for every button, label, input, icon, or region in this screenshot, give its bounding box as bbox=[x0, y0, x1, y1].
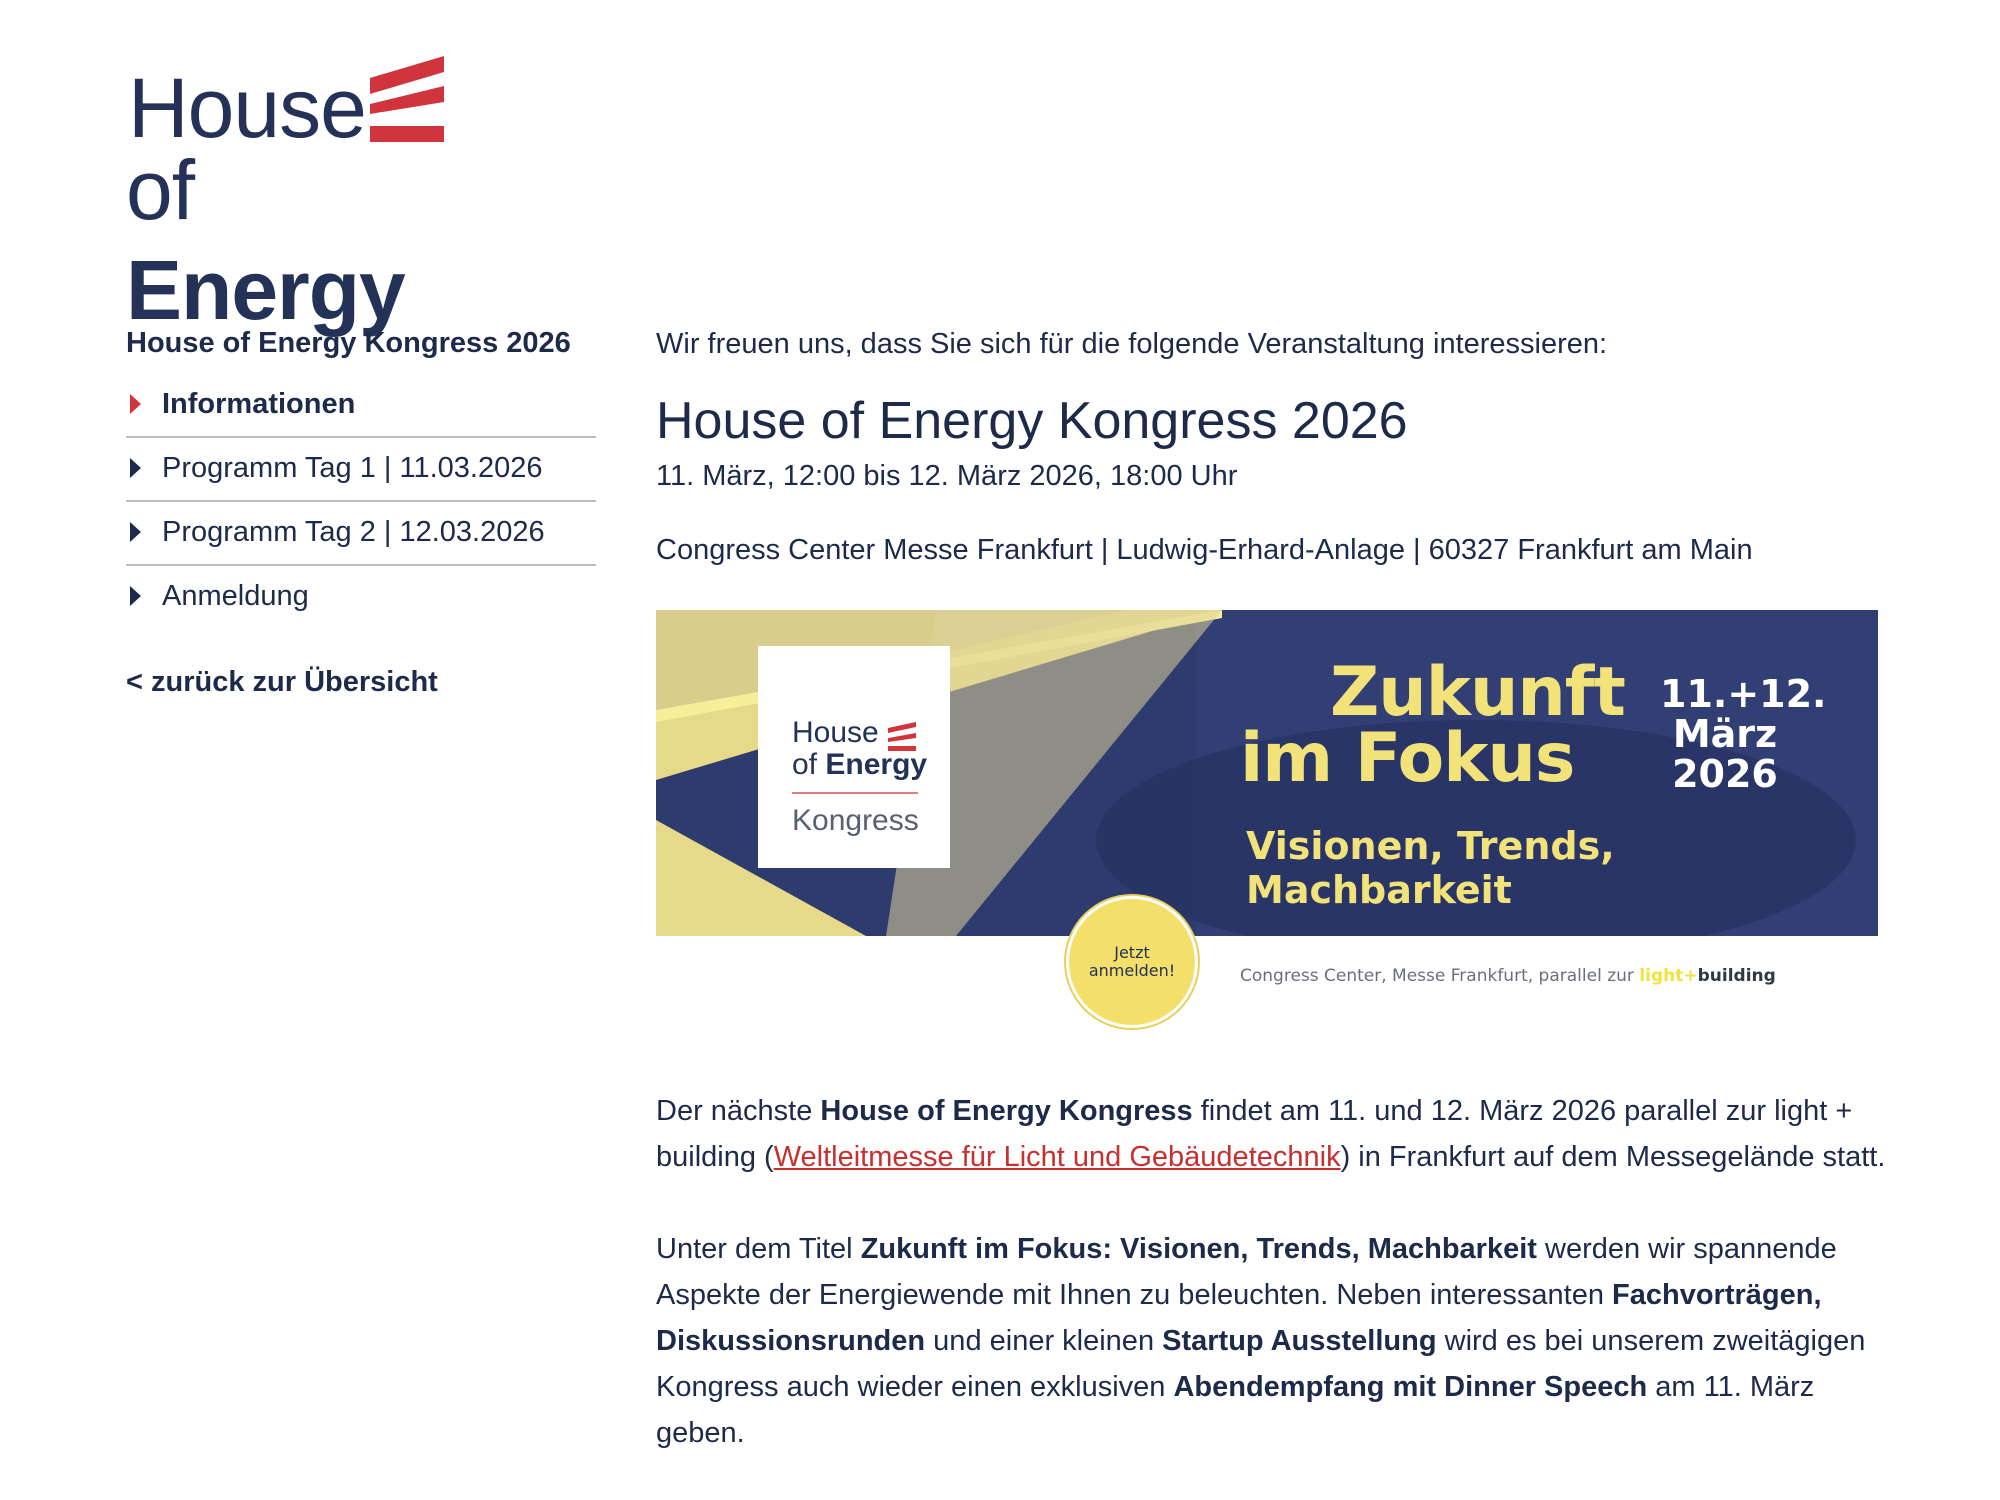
para1-bold-1: House of Energy Kongress bbox=[820, 1095, 1193, 1127]
para2-text-1: Unter dem Titel bbox=[656, 1233, 861, 1265]
logo-energy: Energy bbox=[126, 243, 405, 337]
logo-line-house: House bbox=[128, 61, 366, 155]
banner-date-month: März bbox=[1672, 712, 1778, 756]
banner-card-kongress: Kongress bbox=[792, 804, 919, 837]
back-to-overview-link[interactable]: < zurück zur Übersicht bbox=[126, 666, 438, 698]
paragraph-details bbox=[656, 1226, 1896, 1456]
house-of-energy-logo[interactable] bbox=[126, 52, 486, 337]
banner-subline: Visionen, Trends, Machbarkeit bbox=[1246, 824, 1615, 912]
paragraph-intro bbox=[656, 1088, 1896, 1180]
main-content bbox=[656, 324, 1896, 1456]
para1-text-3: ) in Frankfurt auf dem Messegelände statt. bbox=[1340, 1141, 1886, 1173]
logo-of: of bbox=[126, 143, 195, 237]
para2-text-4: wird es bei unserem zweitägigen Kongress auch wieder einen exklusiven bbox=[656, 1325, 1866, 1403]
logo-line-energy bbox=[126, 140, 486, 340]
banner-date-year: 2026 bbox=[1672, 752, 1778, 796]
para1-text-2: findet am 11. und 12. März 2026 parallel zur light + building ( bbox=[656, 1095, 1853, 1173]
para2-bold-3: Startup Ausstellung bbox=[1162, 1325, 1437, 1357]
banner-card-of: of bbox=[792, 748, 818, 781]
banner-footer-plus: + bbox=[1683, 966, 1698, 986]
para2-bold-1: Zukunft im Fokus: Visionen, Trends, Machbarkeit bbox=[860, 1233, 1537, 1265]
sidebar-item-anmeldung[interactable] bbox=[126, 566, 596, 628]
logo-bars-icon bbox=[370, 56, 492, 146]
caret-right-icon bbox=[130, 586, 141, 606]
event-banner[interactable] bbox=[656, 610, 1878, 1010]
caret-right-icon bbox=[130, 522, 141, 542]
para2-text-5: am 11. März geben. bbox=[656, 1371, 1815, 1449]
sidebar-item-label: Programm Tag 2 | 12.03.2026 bbox=[162, 516, 545, 548]
event-venue: Congress Center Messe Frankfurt | Ludwig-Erhard-Anlage | 60327 Frankfurt am Main bbox=[656, 534, 1753, 566]
banner-card-energy bbox=[792, 750, 927, 780]
para2-bold-2: Fachvorträgen, Diskussionsrunden bbox=[656, 1279, 1822, 1357]
banner-date bbox=[1660, 672, 1827, 796]
para2-text-3: und einer kleinen bbox=[925, 1325, 1163, 1357]
caret-right-icon bbox=[130, 394, 141, 414]
banner-logo-card bbox=[758, 646, 950, 868]
banner-date-days: 11.+12. bbox=[1660, 672, 1827, 716]
sidebar-item-label: Informationen bbox=[162, 388, 356, 420]
banner-footer-building: building bbox=[1697, 966, 1776, 986]
sidebar-item-informationen[interactable] bbox=[126, 374, 596, 438]
sidebar-menu bbox=[126, 374, 596, 628]
weltleitmesse-link[interactable]: Weltleitmesse für Licht und Gebäudetechnik bbox=[773, 1141, 1341, 1173]
banner-headline-zukunft: Zukunft bbox=[1330, 653, 1625, 732]
page-title: House of Energy Kongress 2026 bbox=[656, 392, 1408, 450]
banner-footer bbox=[1240, 966, 1776, 986]
para2-bold-4: Abendempfang mit Dinner Speech bbox=[1173, 1371, 1648, 1403]
sidebar bbox=[126, 318, 596, 699]
event-date: 11. März, 12:00 bis 12. März 2026, 18:00 Uhr bbox=[656, 460, 1238, 492]
para2-text-2: werden wir spannende Aspekte der Energiewende mit Ihnen zu beleuchten. Neben interessanten bbox=[656, 1233, 1837, 1311]
intro-text: Wir freuen uns, dass Sie sich für die folgende Veranstaltung interessieren: bbox=[656, 328, 1608, 360]
banner-footer-text: Congress Center, Messe Frankfurt, parallel zur bbox=[1240, 966, 1634, 986]
sidebar-item-label: Anmeldung bbox=[162, 580, 309, 612]
banner-card-divider bbox=[792, 792, 918, 794]
banner-headline-im-fokus: im Fokus bbox=[1240, 719, 1575, 798]
banner-footer-light: light bbox=[1639, 966, 1684, 986]
banner-card-energy-bold: Energy bbox=[825, 748, 928, 781]
sidebar-item-programm-tag-2[interactable] bbox=[126, 502, 596, 566]
badge-line-1: Jetzt bbox=[1114, 943, 1150, 962]
badge-line-2: anmelden! bbox=[1088, 961, 1176, 980]
para1-text-1: Der nächste bbox=[656, 1095, 821, 1127]
banner-card-house: House bbox=[792, 716, 879, 749]
register-now-badge[interactable] bbox=[1066, 896, 1198, 1028]
sidebar-item-programm-tag-1[interactable] bbox=[126, 438, 596, 502]
sidebar-item-label: Programm Tag 1 | 11.03.2026 bbox=[162, 452, 543, 484]
caret-right-icon bbox=[130, 458, 141, 478]
sidebar-title[interactable]: House of Energy Kongress 2026 bbox=[126, 327, 571, 359]
